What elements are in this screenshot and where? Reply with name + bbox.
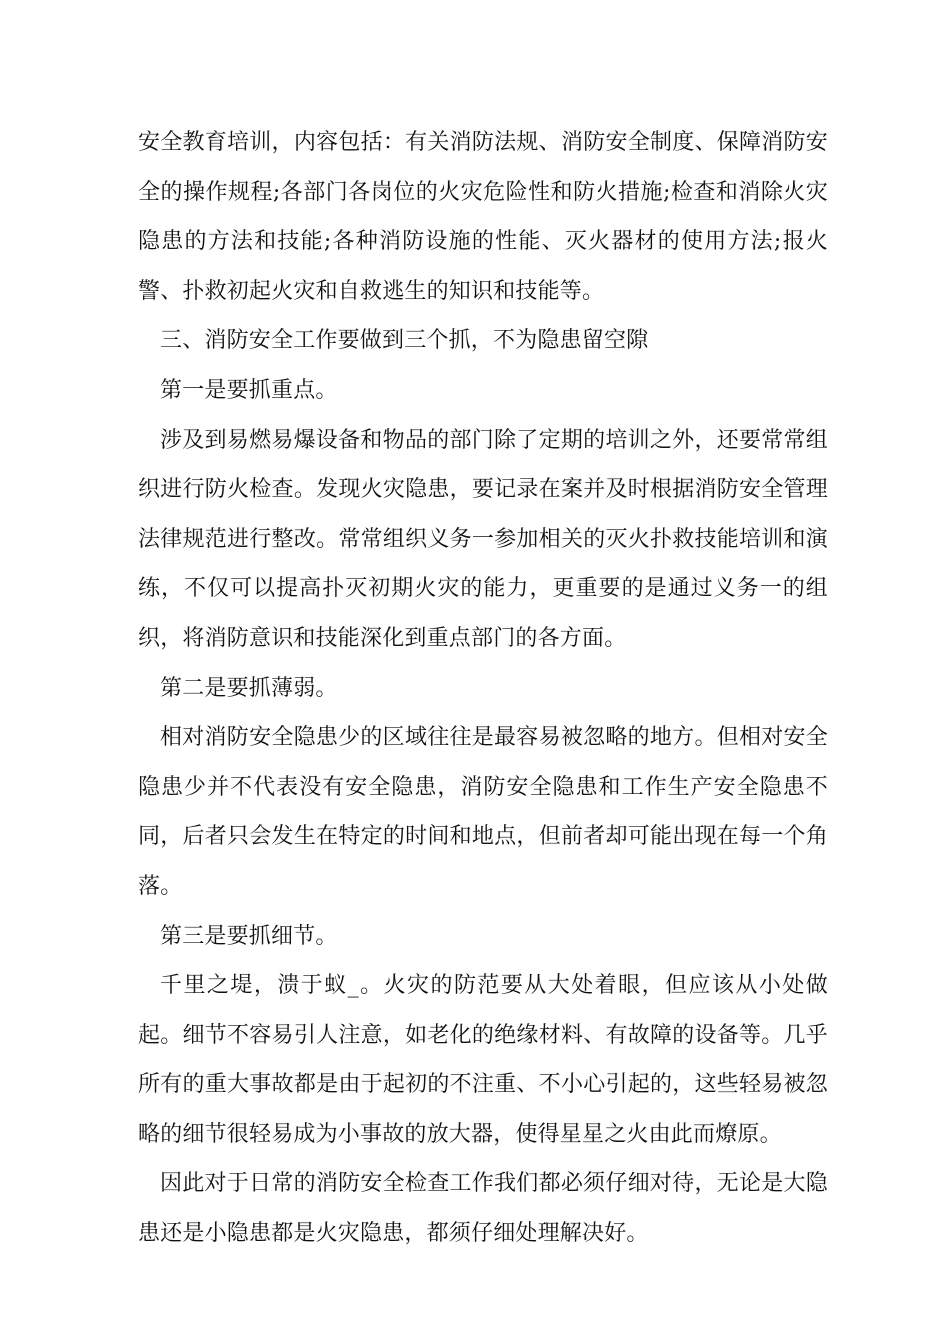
section-heading-three-grasps: 三、消防安全工作要做到三个抓，不为隐患留空隙: [160, 328, 649, 354]
paragraph-details: 千里之堤，溃于蚁_。火灾的防范要从大处着眼，但应该从小处做起。细节不容易引人注意，如老化的绝缘材料、有故障的设备等。几乎所有的重大事故都是由于起初的不注重、不小心引起的，这些轻易被忽略的细节很轻易成为小事故的放大器，使得星星之火由此而燎原。: [138, 973, 828, 1147]
paragraph-safety-training-continued: 安全教育培训，内容包括：有关消防法规、消防安全制度、保障消防安全的操作规程;各部门各岗位的火灾危险性和防火措施;检查和消除火灾隐患的方法和技能;各种消防设施的性能、灭火器材的使用方法;报火警、扑救初起火灾和自救逃生的知识和技能等。: [138, 130, 828, 304]
subheading-weak-areas: 第二是要抓薄弱。: [160, 675, 338, 701]
paragraph-key-points: 涉及到易燃易爆设备和物品的部门除了定期的培训之外，还要常常组织进行防火检查。发现火灾隐患，要记录在案并及时根据消防安全管理法律规范进行整改。常常组织义务一参加相关的灭火扑救技能培训和演练，不仅可以提高扑灭初期火灾的能力，更重要的是通过义务一的组织，将消防意识和技能深化到重点部门的各方面。: [138, 427, 828, 651]
subheading-details: 第三是要抓细节。: [160, 923, 338, 949]
document-body: [138, 118, 828, 1259]
paragraph-conclusion: 因此对于日常的消防安全检查工作我们都必须仔细对待，无论是大隐患还是小隐患都是火灾隐患，都须仔细处理解决好。: [138, 1171, 828, 1247]
paragraph-weak-areas: 相对消防安全隐患少的区域往往是最容易被忽略的地方。但相对安全隐患少并不代表没有安全隐患，消防安全隐患和工作生产安全隐患不同，后者只会发生在特定的时间和地点，但前者却可能出现在每一个角落。: [138, 725, 828, 899]
subheading-key-points: 第一是要抓重点。: [160, 377, 338, 403]
